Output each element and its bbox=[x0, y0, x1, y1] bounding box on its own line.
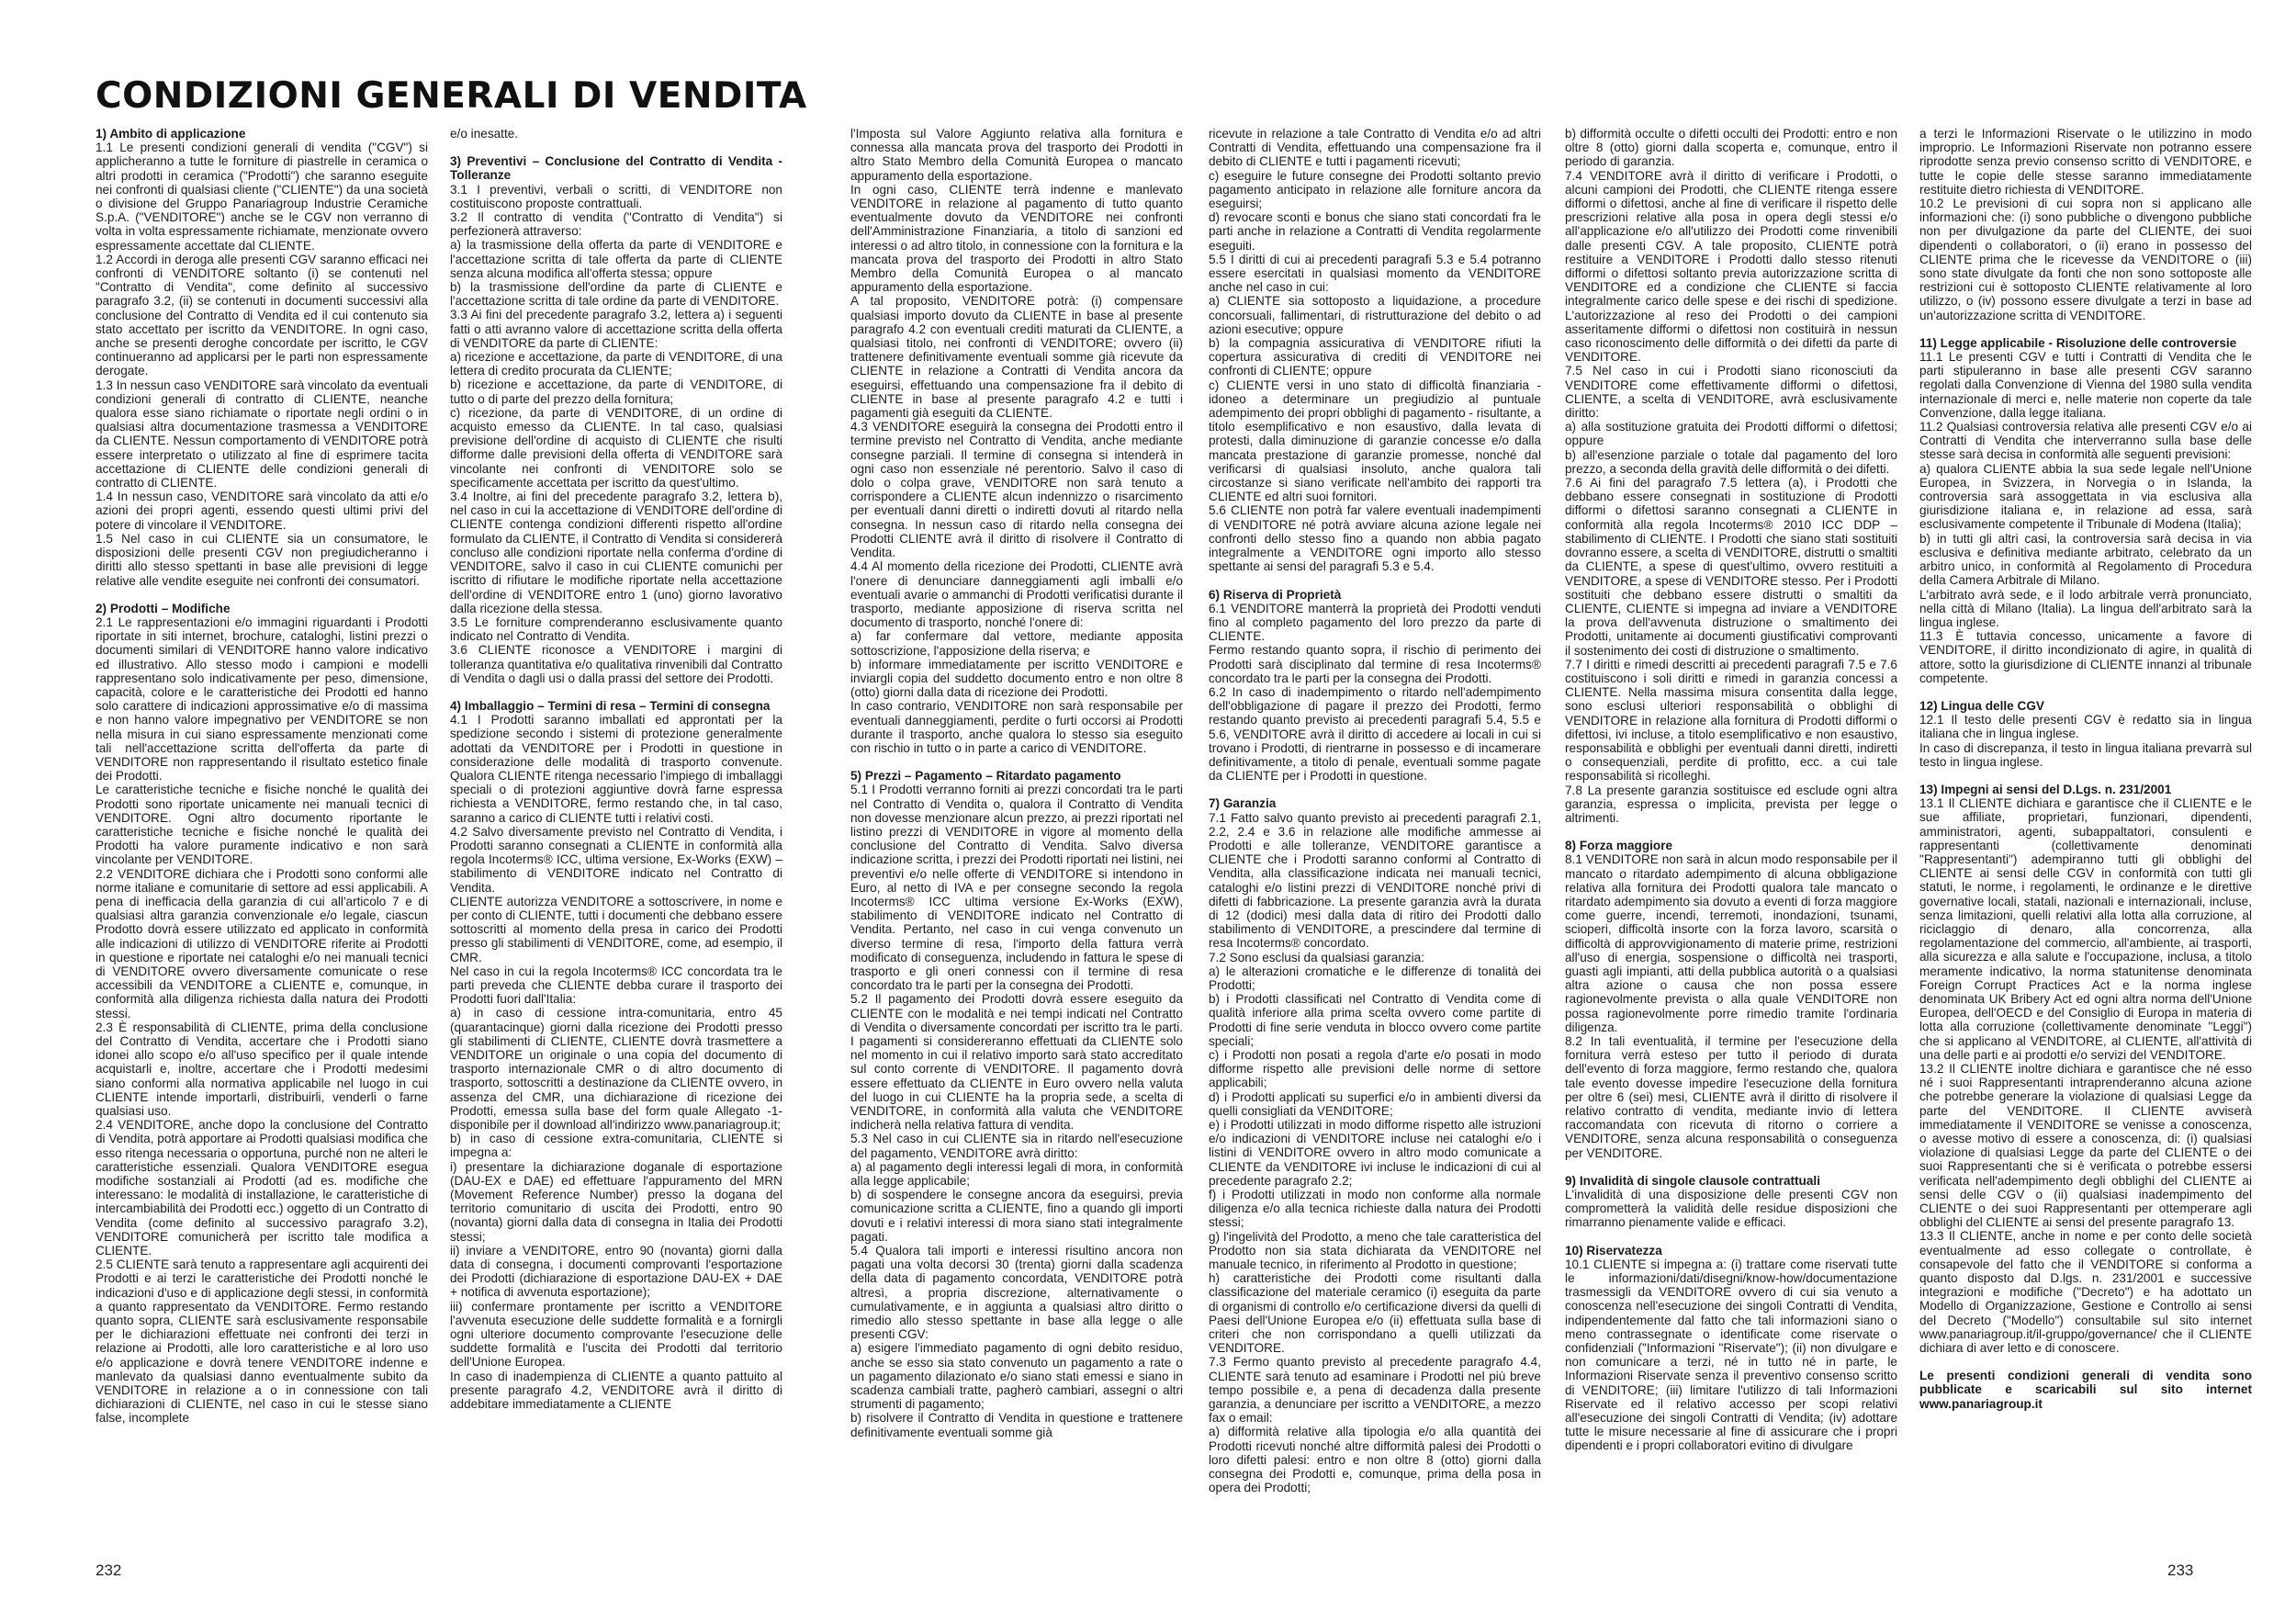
clause-paragraph: b) la trasmissione dell'ordine da parte di CLIENTE e l'accettazione scritta di tale ordine da parte di VENDITORE. bbox=[450, 280, 782, 309]
section-heading: 12) Lingua delle CGV bbox=[1919, 698, 2044, 713]
clause-paragraph: 1.4 In nessun caso, VENDITORE sarà vincolato da atti e/o azioni dei propri agenti, essendo questi ultimi privi del potere di vincolare il VENDITORE. bbox=[96, 490, 428, 532]
clause-paragraph: 12.1 Il testo delle presenti CGV è redatto sia in lingua italiana che in lingua inglese. bbox=[1919, 713, 2252, 741]
section-heading: 8) Forza maggiore bbox=[1565, 839, 1673, 853]
clause-paragraph: L'arbitrato avrà sede, e il lodo arbitrale verrà pronunciato, nella città di Milano (Italia). La lingua dell'arbitrato sarà la lingua inglese. bbox=[1919, 587, 2252, 629]
clause-paragraph: 7.8 La presente garanzia sostituisce ed esclude ogni altra garanzia, espressa o implicita, prevista per legge o altrimenti. bbox=[1565, 783, 1897, 825]
clause-paragraph: c) eseguire le future consegne dei Prodotti soltanto previo pagamento anticipato in relazione alle forniture ancora da eseguirsi; bbox=[1209, 168, 1541, 211]
clause-paragraph: 1.3 In nessun caso VENDITORE sarà vincolato da eventuali condizioni generali di contratto di CLIENTE, neanche qualora esse siano richiamate o riportate negli ordini o in qualsiasi altra documentazione trasmessa a VENDITORE da CLIENTE. Nessun comportamento di VENDITORE potrà essere interpretato o utilizzato al fine di esprimere tacita accettazione di CLIENTE delle condizioni generali di contratto di CLIENTE. bbox=[96, 378, 428, 491]
clause-paragraph: 1.1 Le presenti condizioni generali di vendita ("CGV") si applicheranno a tutte le forniture di piastrelle in ceramica o altri prodotti in ceramica ("Prodotti") che saranno eseguite nei confronti di qualsiasi cliente ("CLIENTE") da una società o divisione del Gruppo Panariagroup Industrie Ceramiche S.p.A. ("VENDITORE") anche se le CGV non verranno di volta in volta espressamente richiamate, menzionate ovvero espressamente accettate dal CLIENTE. bbox=[96, 141, 428, 253]
clause-paragraph: 13.1 Il CLIENTE dichiara e garantisce che il CLIENTE e le sue affiliate, proprietari, funzionari, dipendenti, amministratori, agenti, subappaltatori, consulenti e rappresentanti (collettivamente denominati "Rappresentanti") adempiranno tutti gli obblighi del CLIENTE ai sensi delle CGV in conformità con tutti gli statuti, le norme, i regolamenti, le ordinanze e le direttive governative locali, statali, nazionali e internazionali, incluse, senza limitazioni, quelli relativi alla lotta alla corruzione, al riciclaggio di denaro, alla concorrenza, alla regolamentazione del commercio, all'ambiente, ai trasporti, alla sicurezza e alla salute e l'occupazione, inclusa, a titolo meramente indicativo, la norma statunitense denominata Foreign Corrupt Practices Act e la norma inglese denominata UK Bribery Act ed ogni altra norma dell'Unione Europea, dell'OECD e del Consiglio di Europa in materia di lotta alla corruzione (collettivamente denominate "Leggi") che si applicano al VENDITORE, al CLIENTE, all'attività di una delle parti e ai prodotti e/o servizi del VENDITORE. bbox=[1919, 796, 2252, 1062]
clause-paragraph: a) al pagamento degli interessi legali di mora, in conformità alla legge applicabile; bbox=[850, 1159, 1183, 1189]
clause-paragraph: In caso contrario, VENDITORE non sarà responsabile per eventuali danneggiamenti, perdite o furti occorsi ai Prodotti durante il trasporto, anche qualora lo stesso sia eseguito con rischio in tutto o in parte a carico di VENDITORE. bbox=[850, 699, 1183, 755]
clause-paragraph: 8.1 VENDITORE non sarà in alcun modo responsabile per il mancato o ritardato adempimento di alcuna obbligazione relativa alla fornitura dei Prodotti qualora tale mancato o ritardato adempimento sia dovuto a eventi di forza maggiore come guerre, incendi, terremoti, inondazioni, tsunami, scioperi, difficoltà insorte con la forza lavoro, scarsità o difficoltà di approvvigionamento di materie prime, restrizioni all'uso di energia, sospensione o difficoltà nei trasporti, guasti agli impianti, atti della pubblica autorità o a qualsiasi altra azione o causa che non possa essere ragionevolmente prevista o alla quale VENDITORE non possa ragionevolmente porre rimedio tramite l'ordinaria diligenza. bbox=[1565, 852, 1897, 1034]
text-column-4 bbox=[1209, 127, 1541, 1560]
clause-paragraph: a) la trasmissione della offerta da parte di VENDITORE e l'accettazione scritta di tale offerta da parte di CLIENTE senza alcuna modifica all'offerta stessa; oppure bbox=[450, 238, 782, 280]
clause-paragraph: a) CLIENTE sia sottoposto a liquidazione, a procedure concorsuali, fallimentari, di ristrutturazione del debito o ad azioni esecutive; oppure bbox=[1209, 294, 1541, 336]
clause-paragraph: 2.2 VENDITORE dichiara che i Prodotti sono conformi alle norme italiane e comunitarie di settore ad essi applicabili. A pena di inefficacia della garanzia di cui all'articolo 7 e di qualsiasi altra garanzia convenzionale e/o legale, ciascun Prodotto dovrà essere utilizzato ed applicato in conformità alle indicazioni di utilizzo di VENDITORE riferite ai Prodotti in questione e riportate nei cataloghi e/o nei manuali tecnici di VENDITORE ovvero diversamente comunicate o rese accessibili da VENDITORE a CLIENTE e, comunque, in conformità alla diligenza richiesta dalla natura dei Prodotti stessi. bbox=[96, 866, 428, 1021]
clause-paragraph: f) i Prodotti utilizzati in modo non conforme alla normale diligenza e/o alla tecnica richieste dalla natura dei Prodotti stessi; bbox=[1209, 1188, 1541, 1230]
text-column-2 bbox=[450, 127, 782, 1560]
clause-paragraph: Nel caso in cui la regola Incoterms® ICC concordata tra le parti preveda che CLIENTE debba curare il trasporto dei Prodotti fuori dall'Italia: bbox=[450, 964, 782, 1007]
section-heading: 11) Legge applicabile - Risoluzione delle controversie bbox=[1919, 335, 2237, 350]
clause-paragraph: 7.7 I diritti e rimedi descritti ai precedenti paragrafi 7.5 e 7.6 costituiscono i soli diritti e rimedi in garanzia concessi a CLIENTE. Nella massima misura consentita dalla legge, sono esclusi ulteriori responsabilità o obblighi di VENDITORE in relazione alla fornitura di Prodotti difformi o difettosi, ivi incluse, a titolo esemplificativo e non esaustivo, responsabilità e obblighi per eventuali danni diretti, indiretti o consequenziali, perdite di profitto, ecc. a cui tale responsabilità si ricolleghi. bbox=[1565, 657, 1897, 784]
section-heading: 2) Prodotti – Modifiche bbox=[96, 601, 231, 615]
clause-paragraph: 4.1 I Prodotti saranno imballati ed approntati per la spedizione secondo i sistemi di protezione generalmente adottati da VENDITORE per i Prodotti in questione in considerazione delle modalità di trasporto convenute. Qualora CLIENTE ritenga necessario l'impiego di imballaggi speciali o di protezioni aggiuntive dovrà farne espressa richiesta a VENDITORE, fermo restando che, in tal caso, saranno a carico di CLIENTE tutti i relativi costi. bbox=[450, 713, 782, 825]
clause-paragraph: 7.6 Ai fini del paragrafo 7.5 lettera (a), i Prodotti che debbano essere consegnati in sostituzione di Prodotti difformi o difettosi saranno consegnati a CLIENTE in conformità alla regola Incoterms® 2010 ICC DDP – stabilimento di CLIENTE. I Prodotti che siano stati sostituiti dovranno essere, a scelta di VENDITORE, distrutti o smaltiti da CLIENTE, a spese di quest'ultimo, ovvero restituiti a VENDITORE, a spese di VENDITORE stesso. Per i Prodotti sostituiti che debbano essere distrutti o smaltiti da CLIENTE, CLIENTE si impegna ad inviare a VENDITORE la prova dell'avvenuta distruzione o smaltimento dei Prodotti, unitamente ai documenti giustificativi comprovanti il sostenimento dei costi di distruzione o smaltimento. bbox=[1565, 476, 1897, 658]
clause-paragraph: b) i Prodotti classificati nel Contratto di Vendita come di qualità inferiore alla prima scelta ovvero come partite di Prodotti di fine serie venduta in blocco ovvero come partite speciali; bbox=[1209, 992, 1541, 1048]
clause-paragraph: 5.6 CLIENTE non potrà far valere eventuali inadempimenti di VENDITORE né potrà avviare alcuna azione legale nei confronti dello stesso fino a quando non abbia pagato integralmente a VENDITORE ogni importo allo stesso spettante ai sensi del paragrafi 5.3 e 5.4. bbox=[1209, 503, 1541, 574]
clause-paragraph: 5.2 Il pagamento dei Prodotti dovrà essere eseguito da CLIENTE con le modalità e nei tempi indicati nel Contratto di Vendita o diversamente concordati per iscritto tra le parti. I pagamenti si considereranno effettuati da CLIENTE solo nel momento in cui il relativo importo sarà stato accreditato sul conto corrente di VENDITORE. Il pagamento dovrà essere effettuato da CLIENTE in Euro ovvero nella valuta del luogo in cui CLIENTE ha la propria sede, a scelta di VENDITORE, in conformità alla valuta che VENDITORE indicherà nella relativa fattura di vendita. bbox=[850, 992, 1183, 1133]
section-heading: 4) Imballaggio – Termini di resa – Termini di consegna bbox=[450, 698, 771, 713]
clause-paragraph: 1.5 Nel caso in cui CLIENTE sia un consumatore, le disposizioni delle presenti CGV non pregiudicheranno i diritti allo stesso spettanti in base alle previsioni di legge relative alle vendite eseguite nei confronti dei consumatori. bbox=[96, 531, 428, 588]
section-spacer bbox=[850, 755, 1183, 769]
clause-paragraph: 6.2 In caso di inadempimento o ritardo nell'adempimento dell'obbligazione di pagare il prezzo dei Prodotti, fermo restando quanto previsto ai precedenti paragrafi 5.4, 5.5 e 5.6, VENDITORE avrà il diritto di accedere ai locali in cui si trovano i Prodotti, di rientrarne in possesso e di incamerare definitivamente, a titolo di penale, eventuali somme pagate da CLIENTE per i Prodotti in questione. bbox=[1209, 684, 1541, 784]
clause-paragraph: 1.2 Accordi in deroga alle presenti CGV saranno efficaci nei confronti di VENDITORE soltanto (i) se contenuti nel "Contratto di Vendita", come definito al successivo paragrafo 3.2, (ii) se contenuti in documenti successivi alla conclusione del Contratto di Vendita ed il cui contenuto sia stato accettato per iscritto da VENDITORE. In ogni caso, anche se presenti deroghe concordate per iscritto, le CGV continueranno ad applicarsi per le parti non espressamente derogate. bbox=[96, 252, 428, 378]
clause-paragraph: ii) inviare a VENDITORE, entro 90 (novanta) giorni dalla data di consegna, i documenti comprovanti l'esportazione dei Prodotti (dichiarazione di esportazione DAU-EX + DAE + notifica di avvenuta esportazione); bbox=[450, 1243, 782, 1300]
clause-paragraph: 10.1 CLIENTE si impegna a: (i) trattare come riservati tutte le informazioni/dati/disegni/know-how/documentazione trasmessigli da VENDITORE ovvero di cui sia venuto a conoscenza nell'esecuzione dei singoli Contratti di Vendita, indipendentemente dal fatto che tali informazioni siano o meno contrassegnate o identificate come riservate o confidenziali ("Informazioni "Riservate"); (ii) non divulgare e non comunicare a terzi, né in tutto né in parte, le Informazioni Riservate senza il preventivo consenso scritto di VENDITORE; (iii) limitare l'utilizzo di tali Informazioni Riservate ed il relativo accesso per scopi relativi all'esecuzione dei singoli Contratti di Vendita; (iv) adottare tutte le misure necessarie al fine di assicurare che i propri dipendenti e i propri collaboratori evitino di divulgare bbox=[1565, 1257, 1897, 1453]
section-heading: 5) Prezzi – Pagamento – Ritardato pagamento bbox=[850, 769, 1121, 784]
clause-paragraph: 7.2 Sono esclusi da qualsiasi garanzia: bbox=[1209, 950, 1425, 964]
clause-paragraph: Le caratteristiche tecniche e fisiche nonché le qualità dei Prodotti sono riportate unicamente nei manuali tecnici di VENDITORE. Ogni altro documento riportante le caratteristiche tecniche e fisiche nonché le qualità dei Prodotti ha valore puramente indicativo e non sarà vincolante per VENDITORE. bbox=[96, 783, 428, 867]
clause-paragraph: a) le alterazioni cromatiche e le differenze di tonalità dei Prodotti; bbox=[1209, 964, 1541, 992]
clause-paragraph: h) caratteristiche dei Prodotti come risultanti dalla classificazione del materiale ceramico (i) eseguita da parte di organismi di controllo e/o certificazione diversi da quelli di Paesi dell'Unione Europea e/o (ii) effettuata sulla base di criteri che non corrispondano a quelli utilizzati da VENDITORE. bbox=[1209, 1271, 1541, 1356]
clause-paragraph: d) revocare sconti e bonus che siano stati concordati fra le parti anche in relazione a Contratti di Vendita regolarmente eseguiti. bbox=[1209, 210, 1541, 253]
clause-paragraph: 3.1 I preventivi, verbali o scritti, di VENDITORE non costituiscono proposte contrattuali. bbox=[450, 182, 782, 210]
clause-paragraph: b) difformità occulte o difetti occulti dei Prodotti: entro e non oltre 8 (otto) giorni dalla scoperta e, comunque, entro il periodo di garanzia. bbox=[1565, 127, 1897, 169]
section-spacer bbox=[96, 588, 428, 602]
section-heading: 9) Invalidità di singole clausole contrattuali bbox=[1565, 1173, 1820, 1188]
clause-paragraph: 3.4 Inoltre, ai fini del precedente paragrafo 3.2, lettera b), nel caso in cui la accettazione di VENDITORE dell'ordine di CLIENTE contenga condizioni differenti rispetto all'ordine formulato da CLIENTE, il Contratto di Vendita si considererà concluso alle condizioni riportate nella conferma d'ordine di VENDITORE, salvo il caso in cui CLIENTE comunichi per iscritto di rifiutare le modifiche riportate nella accettazione dell'ordine di VENDITORE entro 1 (uno) giorno lavorativo dalla ricezione della stessa. bbox=[450, 490, 782, 615]
page-number-left: 232 bbox=[96, 1562, 122, 1579]
section-spacer bbox=[1919, 1355, 2252, 1369]
clause-paragraph: 7.4 VENDITORE avrà il diritto di verificare i Prodotti, o alcuni campioni dei Prodotti, che CLIENTE ritenga essere difformi o difettosi, anche al fine di verificare il rispetto delle prescrizioni relative alla posa in opera degli stessi e/o all'applicazione e/o all'utilizzo dei Prodotti come rinvenibili dalle presenti CGV. A tale proposito, CLIENTE potrà restituire a VENDITORE i Prodotti dallo stesso ritenuti difformi o difettosi soltanto previa autorizzazione scritta di VENDITORE ed a condizione che CLIENTE si faccia integralmente carico delle spese e dei rischi di spedizione. L'autorizzazione al reso dei Prodotti o dei campioni asseritamente difformi o difettosi non costituirà in nessun caso riconoscimento delle difformità o dei difetti da parte di VENDITORE. bbox=[1565, 168, 1897, 365]
clause-paragraph: d) i Prodotti applicati su superfici e/o in ambienti diversi da quelli consigliati da VENDITORE; bbox=[1209, 1089, 1541, 1118]
clause-paragraph: a) esigere l'immediato pagamento di ogni debito residuo, anche se esso sia stato convenuto un pagamento a rate o un pagamento dilazionato e/o siano stati emessi e siano in scadenza cambiali tratte, pagherò cambiari, assegni o altri strumenti di pagamento; bbox=[850, 1341, 1183, 1412]
clause-paragraph: 13.2 Il CLIENTE inoltre dichiara e garantisce che né esso né i suoi Rappresentanti intraprenderanno alcuna azione che potrebbe generare la violazione di qualsiasi Legge da parte del VENDITORE. Il CLIENTE avviserà immediatamente il VENDITORE se venisse a conoscenza, o avesse motivo di essere a conoscenza, di: (i) qualsiasi violazione di qualsiasi Legge da parte del CLIENTE o dei suoi Rappresentanti che si è verificata o potrebbe essersi verificata nell'adempimento degli obblighi del CLIENTE ai sensi delle CGV o (ii) qualsiasi inadempimento del CLIENTE o dei suoi Rappresentanti per ottemperare agli obblighi del CLIENTE ai sensi del presente paragrafo 13. bbox=[1919, 1062, 2252, 1230]
clause-paragraph: 11.3 È tuttavia concesso, unicamente a favore di VENDITORE, il diritto incondizionato di agire, in qualità di attore, sotto la giurisdizione di CLIENTE innanzi al tribunale competente. bbox=[1919, 629, 2252, 685]
text-column-6 bbox=[1919, 127, 2252, 1560]
section-spacer bbox=[1565, 1230, 1897, 1244]
section-heading: 13) Impegni ai sensi del D.Lgs. n. 231/2001 bbox=[1919, 782, 2172, 796]
clause-paragraph: 4.4 Al momento della ricezione dei Prodotti, CLIENTE avrà l'onere di denunciare danneggiamenti agli imballi e/o eventuali avarie o ammanchi di Prodotti verificatisi durante il trasporto, mediante apposizione di riserva scritta nel documento di trasporto, nonché l'onere di: bbox=[850, 559, 1183, 630]
clause-paragraph: 2.1 Le rappresentazioni e/o immagini riguardanti i Prodotti riportate in siti internet, brochure, cataloghi, listini prezzi o documenti similari di VENDITORE hanno valore indicativo ed illustrativo. Allo stesso modo i campioni e modelli rappresentano solo indicativamente per peso, dimensione, capacità, colore e le caratteristiche dei Prodotti ed hanno solo carattere di indicazioni approssimative e/o di massima e non hanno valore impegnativo per VENDITORE se non nella misura in cui siano espressamente menzionati come tali nell'accettazione scritta dell'offerta da parte di VENDITORE non rappresentando il risultato estetico finale dei Prodotti. bbox=[96, 615, 428, 784]
clause-paragraph: b) ricezione e accettazione, da parte di VENDITORE, di tutto o di parte del prezzo della fornitura; bbox=[450, 378, 782, 406]
clause-paragraph: In caso di inadempienza di CLIENTE a quanto pattuito al presente paragrafo 4.2, VENDITORE avrà il diritto di addebitare immediatamente a CLIENTE bbox=[450, 1369, 782, 1412]
clause-paragraph: 5.3 Nel caso in cui CLIENTE sia in ritardo nell'esecuzione del pagamento, VENDITORE avrà diritto: bbox=[850, 1132, 1183, 1160]
clause-paragraph: 8.2 In tali eventualità, il termine per l'esecuzione della fornitura verrà esteso per tutto il periodo di durata dell'evento di forza maggiore, fermo restando che, qualora tale evento dovesse impedire l'esecuzione della fornitura per oltre 6 (sei) mesi, CLIENTE avrà il diritto di risolvere il relativo contratto di vendita, mediante invio di lettera raccomandata con ricevuta di ritorno o corriere a VENDITORE, senza alcuna responsabilità o conseguenza per VENDITORE. bbox=[1565, 1034, 1897, 1160]
clause-paragraph: a) qualora CLIENTE abbia la sua sede legale nell'Unione Europea, in Svizzera, in Norvegia o in Islanda, la controversia sarà assoggettata in via esclusiva alla giurisdizione italiana e, in relazione ad essa, sarà esclusivamente competente il Tribunale di Modena (Italia); bbox=[1919, 461, 2252, 532]
clause-paragraph: c) i Prodotti non posati a regola d'arte e/o posati in modo difforme rispetto alle previsioni delle norme di settore applicabili; bbox=[1209, 1048, 1541, 1090]
text-column-1 bbox=[96, 127, 428, 1560]
page-number-right: 233 bbox=[2167, 1562, 2194, 1579]
clause-paragraph: 7.5 Nel caso in cui i Prodotti siano riconosciuti da VENDITORE come effettivamente difformi o difettosi, CLIENTE, a scelta di VENDITORE, avrà esclusivamente diritto: bbox=[1565, 364, 1897, 421]
clause-paragraph: A tal proposito, VENDITORE potrà: (i) compensare qualsiasi importo dovuto da CLIENTE in base al presente paragrafo 4.2 con eventuali crediti maturati da CLIENTE, a qualsiasi titolo, nei confronti di VENDITORE; ovvero (ii) trattenere definitivamente eventuali somme già ricevute da CLIENTE in relazione a Contratti di Vendita ancora da eseguirsi, effettuando una compensazione fra il debito di CLIENTE in base al presente paragrafo 4.2 e tutti i pagamenti già eseguiti da CLIENTE. bbox=[850, 294, 1183, 421]
section-heading: 10) Riservatezza bbox=[1565, 1243, 1662, 1257]
closing-note: Le presenti condizioni generali di vendita sono pubblicate e scaricabili sul sito internet www.panariagroup.it bbox=[1919, 1369, 2252, 1411]
clause-paragraph: 5.1 I Prodotti verranno forniti ai prezzi concordati tra le parti nel Contratto di Vendita o, qualora il Contratto di Vendita non dovesse menzionare alcun prezzo, ai prezzi riportati nel listino prezzi di VENDITORE in vigore al momento della conclusione del Contratto di Vendita. Salvo diversa indicazione scritta, i prezzi dei Prodotti riportati nei listini, nei preventivi e/o nelle offerte di VENDITORE si intendono in Euro, al netto di IVA e per consegne secondo la regola Incoterms® ICC ultima versione Ex-Works (EXW), stabilimento di VENDITORE indicato nel Contratto di Vendita. Pertanto, nel caso in cui venga convenuto un diverso termine di resa, l'importo della fattura verrà modificato di conseguenza, includendo in fattura le spese di trasporto e gli oneri connessi con il termine di resa concordato tra le parti per la consegna dei Prodotti. bbox=[850, 783, 1183, 993]
clause-paragraph: ricevute in relazione a tale Contratto di Vendita e/o ad altri Contratti di Vendita, effettuando una compensazione fra il debito di CLIENTE e tutti i pagamenti ricevuti; bbox=[1209, 127, 1541, 169]
clause-paragraph: c) CLIENTE versi in uno stato di difficoltà finanziaria - idoneo a determinare un pregiudizio al puntuale adempimento dei propri obblighi di pagamento - risultante, a titolo esemplificativo e non esaustivo, dalla levata di protesti, dalla diminuzione di garanzie concesse e/o dalla mancata prestazione di garanzie promesse, nonché dal verificarsi di qualsiasi insoluto, anche qualora tali circostanze si siano verificate nell'ambito dei rapporti tra CLIENTE ed altri suoi fornitori. bbox=[1209, 378, 1541, 504]
section-spacer bbox=[1565, 1160, 1897, 1174]
clause-paragraph: e) i Prodotti utilizzati in modo difforme rispetto alle istruzioni e/o indicazioni di VENDITORE incluse nei cataloghi e/o i listini di VENDITORE ovvero in altro modo comunicate a CLIENTE da VENDITORE ivi incluse le indicazioni di cui al precedente paragrafo 2.2; bbox=[1209, 1118, 1541, 1188]
clause-paragraph: 3.5 Le forniture comprenderanno esclusivamente quanto indicato nel Contratto di Vendita. bbox=[450, 615, 782, 644]
clause-paragraph: iii) confermare prontamente per iscritto a VENDITORE l'avvenuta esecuzione delle suddette formalità e a fornirgli ogni ulteriore documento comprovante l'esecuzione delle suddette formalità e l'uscita dei Prodotti dal territorio dell'Unione Europea. bbox=[450, 1299, 782, 1370]
clause-paragraph: i) presentare la dichiarazione doganale di esportazione (DAU-EX e DAE) ed effettuare l'appuramento del MRN (Movement Reference Number) presso la dogana del territorio comunitario di uscita dei Prodotti, entro 90 (novanta) giorni dalla data di consegna in Italia dei Prodotti stessi; bbox=[450, 1159, 782, 1244]
clause-paragraph: 2.3 È responsabilità di CLIENTE, prima della conclusione del Contratto di Vendita, accertare che i Prodotti siano idonei allo scopo e/o all'uso specifico per il quale intende acquistarli e, inoltre, accertare che i Prodotti medesimi siano conformi alla normativa applicabile nel luogo in cui CLIENTE intende importarli, distribuirli, venderli o farne qualsiasi uso. bbox=[96, 1020, 428, 1119]
clause-paragraph: L'invalidità di una disposizione delle presenti CGV non comprometterà la validità delle residue disposizioni che rimarranno pienamente valide e efficaci. bbox=[1565, 1188, 1897, 1230]
section-spacer bbox=[450, 685, 782, 699]
clause-paragraph: l'Imposta sul Valore Aggiunto relativa alla fornitura e connessa alla mancata prova del trasporto dei Prodotti in altro Stato Membro della Comunità Europea o mancato appuramento della esportazione. bbox=[850, 127, 1183, 183]
clause-paragraph: 7.3 Fermo quanto previsto al precedente paragrafo 4.4, CLIENTE sarà tenuto ad esaminare i Prodotti nel più breve tempo possibile e, a pena di decadenza dalla presente garanzia, a denunciare per iscritto a VENDITORE, a mezzo fax o email: bbox=[1209, 1355, 1541, 1426]
clause-paragraph: 3.3 Ai fini del precedente paragrafo 3.2, lettera a) i seguenti fatti o atti avranno valore di accettazione scritta della offerta di VENDITORE da parte di CLIENTE: bbox=[450, 308, 782, 350]
clause-paragraph: In caso di discrepanza, il testo in lingua italiana prevarrà sul testo in lingua inglese. bbox=[1919, 740, 2252, 769]
clause-paragraph: 6.1 VENDITORE manterrà la proprietà dei Prodotti venduti fino al completo pagamento del loro prezzo da parte di CLIENTE. bbox=[1209, 601, 1541, 644]
clause-paragraph: In ogni caso, CLIENTE terrà indenne e manlevato VENDITORE in relazione al pagamento di tutto quanto eventualmente dovuto da VENDITORE nei confronti dell'Amministrazione Finanziaria, a titolo di sanzioni ed interessi o ad altro titolo, in connessione con la fornitura e la mancata prova del trasporto dei Prodotti in altro Stato Membro della Comunità Europea o al mancato appuramento della esportazione. bbox=[850, 182, 1183, 295]
clause-paragraph: 4.2 Salvo diversamente previsto nel Contratto di Vendita, i Prodotti saranno consegnati a CLIENTE in conformità alla regola Incoterms® ICC, ultima versione, Ex-Works (EXW) – stabilimento di VENDITORE indicato nel Contratto di Vendita. bbox=[450, 824, 782, 895]
terms-columns bbox=[96, 127, 2252, 1560]
clause-paragraph: b) di sospendere le consegne ancora da eseguirsi, previa comunicazione scritta a CLIENTE, fino a quando gli importi dovuti e i relativi interessi di mora siano stati integralmente pagati. bbox=[850, 1188, 1183, 1244]
section-heading: 7) Garanzia bbox=[1209, 796, 1277, 811]
page-title: CONDIZIONI GENERALI DI VENDITA bbox=[96, 75, 807, 117]
section-spacer bbox=[1565, 825, 1897, 839]
section-heading: 1) Ambito di applicazione bbox=[96, 127, 246, 141]
section-spacer bbox=[1209, 574, 1541, 588]
clause-paragraph: 2.5 CLIENTE sarà tenuto a rappresentare agli acquirenti dei Prodotti e ai terzi le caratteristiche dei Prodotti nonché le indicazioni d'uso e di applicazione degli stessi, in conformità a quanto rappresentato da VENDITORE. Fermo restando quanto sopra, CLIENTE sarà esclusivamente responsabile per le dichiarazioni effettuate nei confronti dei terzi in relazione ai Prodotti, alle loro caratteristiche e al loro uso e/o applicazione e dovrà tenere VENDITORE indenne e manlevato da qualsiasi danno eventualmente subito da VENDITORE in relazione a o in connessione con tali dichiarazioni di CLIENTE, nel caso in cui le stesse siano false, incomplete bbox=[96, 1257, 428, 1426]
clause-paragraph: 2.4 VENDITORE, anche dopo la conclusione del Contratto di Vendita, potrà apportare ai Prodotti qualsiasi modifica che esso ritenga necessaria o opportuna, purché non ne alteri le caratteristiche essenziali. Qualora VENDITORE esegua modifiche sostanziali ai Prodotti (ad es. modifiche che interessano: le modalità di installazione, le caratteristiche di intercambiabilità dei Prodotti ecc.) oggetto di un Contratto di Vendita (come definito al successivo paragrafo 3.2), VENDITORE comunicherà per iscritto tale modifica a CLIENTE. bbox=[96, 1118, 428, 1258]
clause-paragraph: a) ricezione e accettazione, da parte di VENDITORE, di una lettera di credito procurata da CLIENTE; bbox=[450, 350, 782, 378]
clause-paragraph: b) in tutti gli altri casi, la controversia sarà decisa in via esclusiva e definitiva mediante arbitrato, celebrato da un arbitro unico, in conformità al Regolamento di Procedura della Camera Arbitrale di Milano. bbox=[1919, 531, 2252, 588]
clause-paragraph: 11.1 Le presenti CGV e tutti i Contratti di Vendita che le parti stipuleranno in base alle presenti CGV saranno regolati dalla Convenzione di Vienna del 1980 sulla vendita internazionale di merci e, nelle materie non coperte da tale Convenzione, dalla legge italiana. bbox=[1919, 350, 2252, 420]
clause-paragraph: a) far confermare dal vettore, mediante apposita sottoscrizione, l'apposizione della riserva; e bbox=[850, 629, 1183, 658]
clause-paragraph: a) alla sostituzione gratuita dei Prodotti difformi o difettosi; oppure bbox=[1565, 420, 1897, 448]
clause-paragraph: g) l'ingelività del Prodotto, a meno che tale caratteristica del Prodotto non sia stata dichiarata da VENDITORE nel manuale tecnico, in riferimento al Prodotto in questione; bbox=[1209, 1229, 1541, 1272]
section-spacer bbox=[1919, 685, 2252, 699]
clause-paragraph: a terzi le Informazioni Riservate o le utilizzino in modo improprio. Le Informazioni Riservate non potranno essere riprodotte senza previo consenso scritto di VENDITORE, e tutte le copie delle stesse saranno immediatamente restituite dietro richiesta di VENDITORE. bbox=[1919, 127, 2252, 197]
clause-paragraph: 3.6 CLIENTE riconosce a VENDITORE i margini di tolleranza quantitativa e/o qualitativa rinvenibili dal Contratto di Vendita o dagli usi o dalla prassi del settore dei Prodotti. bbox=[450, 643, 782, 685]
clause-paragraph: e/o inesatte. bbox=[450, 127, 519, 141]
clause-paragraph: 5.4 Qualora tali importi e interessi risultino ancora non pagati una volta decorsi 30 (trenta) giorni dalla scadenza della data di pagamento concordata, VENDITORE potrà altresì, a propria discrezione, alternativamente o cumulativamente, e in aggiunta a qualsiasi altro diritto o rimedio allo stesso spettante in base alla legge o alle presenti CGV: bbox=[850, 1244, 1183, 1342]
section-spacer bbox=[1209, 783, 1541, 796]
section-spacer bbox=[450, 141, 782, 154]
clause-paragraph: Fermo restando quanto sopra, il rischio di perimento dei Prodotti sarà disciplinato dal termine di resa Incoterms® concordato tra le parti per la consegna dei Prodotti. bbox=[1209, 643, 1541, 685]
clause-paragraph: b) risolvere il Contratto di Vendita in questione e trattenere definitivamente eventuali somme già bbox=[850, 1411, 1183, 1439]
text-column-5 bbox=[1565, 127, 1897, 1560]
clause-paragraph: 13.3 Il CLIENTE, anche in nome e per conto delle società eventualmente ad esso collegate o controllate, è consapevole del fatto che il VENDITORE si conforma a quanto disposto dal D.lgs. n. 231/2001 e successive integrazioni e modifiche ("Decreto") e ha adottato un Modello di Organizzazione, Gestione e Controllo ai sensi del Decreto ("Modello") consultabile sul sito internet www.panariagroup.it/il-gruppo/governance/ che il CLIENTE dichiara di aver letto e di conoscere. bbox=[1919, 1229, 2252, 1356]
clause-paragraph: a) in caso di cessione intra-comunitaria, entro 45 (quarantacinque) giorni dalla ricezione dei Prodotti presso gli stabilimenti di CLIENTE, CLIENTE dovrà trasmettere a VENDITORE un originale o una copia del documento di trasporto internazionale CMR o di altro documento di trasporto, sottoscritti a destinazione da CLIENTE ovvero, in assenza del CMR, una dichiarazione di ricezione dei Prodotti, emessa sulla base del form quale Allegato -1- disponibile per il download all'indirizzo www.panariagroup.it; bbox=[450, 1006, 782, 1133]
clause-paragraph: b) all'esenzione parziale o totale dal pagamento del loro prezzo, a seconda della gravità delle difformità o dei difetti. bbox=[1565, 447, 1897, 476]
clause-paragraph: 7.1 Fatto salvo quanto previsto ai precedenti paragrafi 2.1, 2.2, 2.4 e 3.6 in relazione alle modifiche ammesse ai Prodotti e alle tolleranze, VENDITORE garantisce a CLIENTE che i Prodotti saranno conformi al Contratto di Vendita, alla classificazione indicata nei manuali tecnici, cataloghi e/o listini prezzi di VENDITORE nonché privi di difetti di fabbricazione. La presente garanzia avrà la durata di 12 (dodici) mesi dalla data di ritiro dei Prodotti dallo stabilimento di VENDITORE, a prescindere dal termine di resa Incoterms® concordato. bbox=[1209, 810, 1541, 951]
clause-paragraph: c) ricezione, da parte di VENDITORE, di un ordine di acquisto emesso da CLIENTE. In tal caso, qualsiasi previsione dell'ordine di acquisto di CLIENTE che risulti difforme dalle previsioni della offerta di VENDITORE sarà vincolante nei confronti di VENDITORE solo se specificamente accettata per iscritto da quest'ultimo. bbox=[450, 405, 782, 490]
clause-paragraph: b) in caso di cessione extra-comunitaria, CLIENTE si impegna a: bbox=[450, 1132, 782, 1160]
clause-paragraph: CLIENTE autorizza VENDITORE a sottoscrivere, in nome e per conto di CLIENTE, tutti i documenti che debbano essere sottoscritti al momento della presa in carico dei Prodotti presso gli stabilimenti di VENDITORE, come, ad esempio, il CMR. bbox=[450, 894, 782, 964]
clause-paragraph: a) difformità relative alla tipologia e/o alla quantità dei Prodotti ricevuti nonché altre difformità palesi dei Prodotti o loro difetti palesi: entro e non oltre 8 (otto) giorni dalla consegna dei Prodotti e, comunque, prima della posa in opera dei Prodotti; bbox=[1209, 1425, 1541, 1495]
clause-paragraph: 4.3 VENDITORE eseguirà la consegna dei Prodotti entro il termine previsto nel Contratto di Vendita, anche mediante consegne parziali. Il termine di consegna si intenderà in ogni caso non essenziale né perentorio. Salvo il caso di dolo o colpa grave, VENDITORE non sarà tenuto a corrispondere a CLIENTE alcun indennizzo o risarcimento per eventuali danni diretti o indiretti dovuti al ritardo nella consegna. In nessun caso di ritardo nella consegna dei Prodotti CLIENTE avrà il diritto di risolvere il Contratto di Vendita. bbox=[850, 420, 1183, 560]
section-spacer bbox=[1919, 322, 2252, 336]
clause-paragraph: 10.2 Le previsioni di cui sopra non si applicano alle informazioni che: (i) sono pubbliche o divengono pubbliche non per divulgazione da parte del CLIENTE, dei suoi dipendenti o collaboratori, o (ii) erano in possesso del CLIENTE prima che le ricevesse da VENDITORE o (iii) sono state divulgate da fonti che non sono sottoposte alle restrizioni cui è sottoposto CLIENTE relativamente al loro utilizzo, o (iv) possono essere divulgate a terzi in base ad un'autorizzazione scritta di VENDITORE. bbox=[1919, 197, 2252, 322]
text-column-3 bbox=[850, 127, 1183, 1560]
section-spacer bbox=[1919, 769, 2252, 783]
section-heading: 3) Preventivi – Conclusione del Contratto di Vendita - Tolleranze bbox=[450, 154, 782, 183]
section-heading: 6) Riserva di Proprietà bbox=[1209, 587, 1342, 602]
clause-paragraph: b) la compagnia assicurativa di VENDITORE rifiuti la copertura assicurativa di crediti di VENDITORE nei confronti di CLIENTE; oppure bbox=[1209, 336, 1541, 378]
clause-paragraph: 3.2 Il contratto di vendita ("Contratto di Vendita") si perfezionerà attraverso: bbox=[450, 210, 782, 239]
clause-paragraph: b) informare immediatamente per iscritto VENDITORE e inviargli copia del suddetto documento entro e non oltre 8 (otto) giorni dalla data di ricezione dei Prodotti. bbox=[850, 657, 1183, 700]
clause-paragraph: 11.2 Qualsiasi controversia relativa alle presenti CGV e/o ai Contratti di Vendita che interverranno sulla base delle stesse sarà decisa in conformità alle seguenti previsioni: bbox=[1919, 420, 2252, 462]
clause-paragraph: 5.5 I diritti di cui ai precedenti paragrafi 5.3 e 5.4 potranno essere esercitati in qualsiasi momento da VENDITORE anche nel caso in cui: bbox=[1209, 252, 1541, 295]
